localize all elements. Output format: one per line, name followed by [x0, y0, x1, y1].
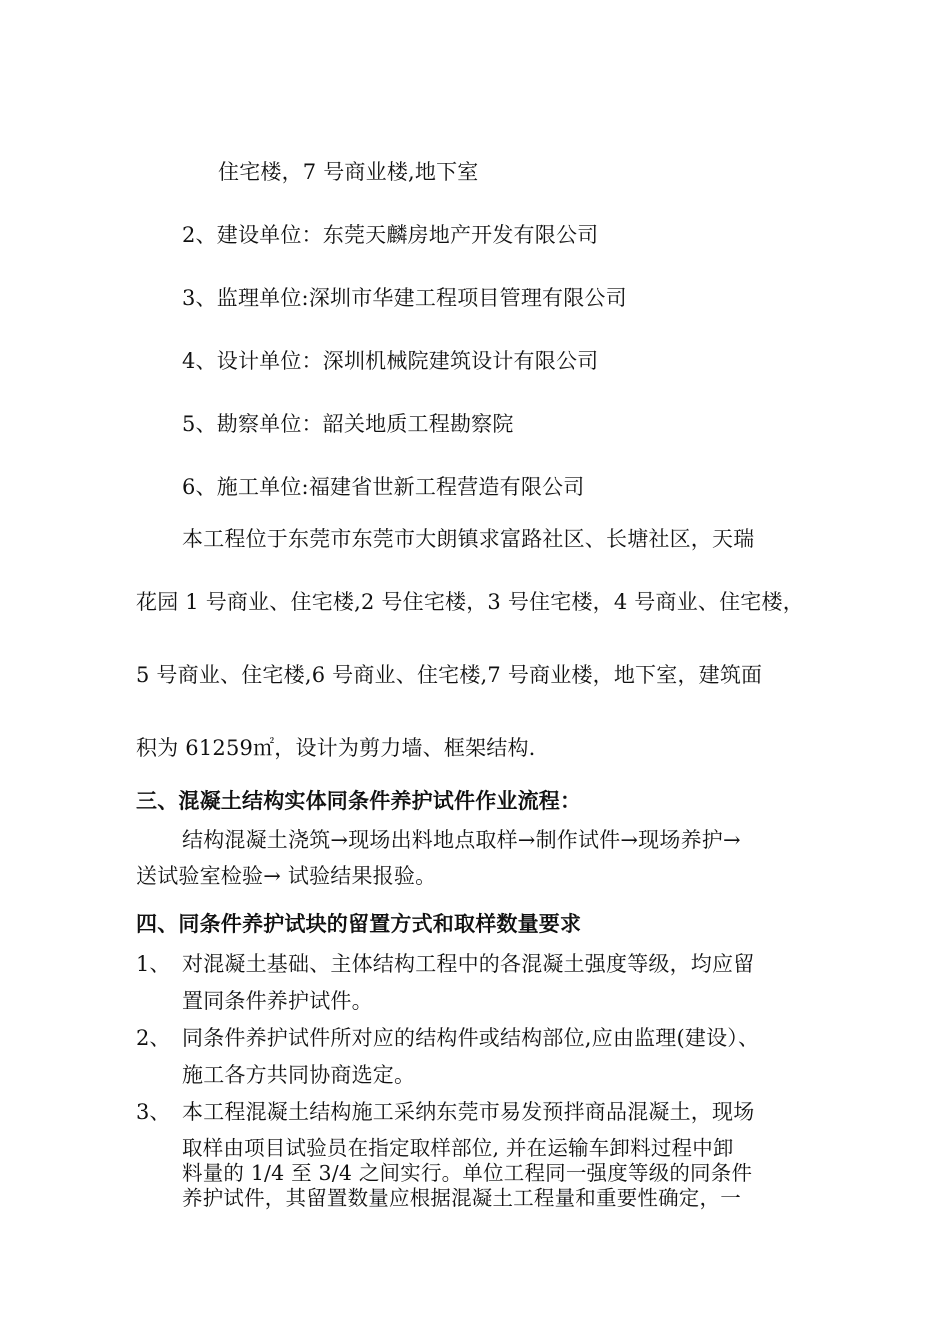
unit-design: 4、设计单位：深圳机械院建筑设计有限公司 [182, 349, 599, 373]
unit-survey: 5、勘察单位：韶关地质工程勘察院 [182, 412, 514, 436]
unit-contractor: 6、施工单位:福建省世新工程营造有限公司 [182, 475, 585, 499]
overview-line-2: 花园 1 号商业、住宅楼,2 号住宅楼，3 号住宅楼，4 号商业、住宅楼， [136, 590, 804, 614]
overview-line-4: 积为 61259㎡，设计为剪力墙、框架结构. [136, 736, 536, 760]
item-1-line-1: 对混凝土基础、主体结构工程中的各混凝土强度等级，均应留 [182, 952, 755, 976]
section-3-line-1: 结构混凝土浇筑→现场出料地点取样→制作试件→现场养护→ [182, 828, 741, 852]
item-3-number: 3、 [136, 1100, 171, 1124]
item-2-line-2: 施工各方共同协商选定。 [182, 1063, 416, 1087]
item-1-number: 1、 [136, 952, 171, 976]
section-3-line-2: 送试验室检验→ 试验结果报验。 [136, 864, 437, 888]
section-4-title: 四、同条件养护试块的留置方式和取样数量要求 [136, 911, 582, 936]
project-list-tail: 住宅楼，7 号商业楼,地下室 [218, 160, 479, 184]
overview-line-3: 5 号商业、住宅楼,6 号商业、住宅楼,7 号商业楼，地下室，建筑面 [136, 663, 763, 687]
item-1-line-2: 置同条件养护试件。 [182, 989, 373, 1013]
item-2-number: 2、 [136, 1026, 171, 1050]
unit-supervision: 3、监理单位:深圳市华建工程项目管理有限公司 [182, 286, 627, 310]
section-3-title: 三、混凝土结构实体同条件养护试件作业流程： [136, 788, 582, 813]
unit-construction-owner: 2、建设单位：东莞天麟房地产开发有限公司 [182, 223, 599, 247]
item-2-line-1: 同条件养护试件所对应的结构件或结构部位,应由监理(建设）、 [182, 1026, 760, 1050]
item-3-line-1: 本工程混凝土结构施工采纳东莞市易发预拌商品混凝土，现场 [182, 1100, 755, 1124]
overview-line-1: 本工程位于东莞市东莞市大朗镇求富路社区、长塘社区，天瑞 [182, 527, 755, 551]
item-3-line-3: 料量的 1/4 至 3/4 之间实行。单位工程同一强度等级的同条件 [182, 1161, 753, 1185]
item-3-line-2: 取样由项目试验员在指定取样部位, 并在运输车卸料过程中卸 [182, 1136, 734, 1160]
item-3-line-4: 养护试件，其留置数量应根据混凝土工程量和重要性确定，一 [182, 1186, 741, 1210]
